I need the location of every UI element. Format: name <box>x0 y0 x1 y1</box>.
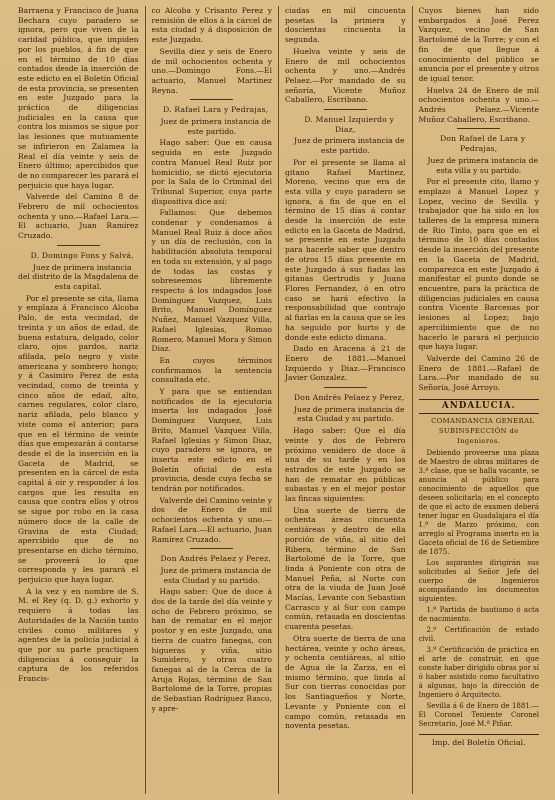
edict-signature: Huelva veinte y seis de Enero de mil ochocientos ochenta y uno.—Andrés Pelaez.—Por mandado de su señoría, Vicente Muñoz Caballero, Escribano. <box>285 46 406 105</box>
edict-heading: D. Rafael Lara y Pedrajas, <box>163 105 269 115</box>
edict-heading: D. Domingo Fons y Salvá, <box>30 250 134 260</box>
edict-text: Otra suerte de tierra de una hectárea, veinte y ocho áreas, y ochenta centiáreas, al sitio de Agua de la Zarza, en el mismo término, que linda al Sur con tierras conocidas por los Santiagueños y Norte, Levante y Poniente con el campo común, retasada en noventa pesetas. <box>285 633 406 731</box>
edict-text: Cuyos bienes han sido embargados á José Perez Vazquez, vecino de San Bartolomé de la Torre; y con el fin de que llegue á conocimiento del público se anuncia por el presente y otros de igual tenor. <box>418 6 539 83</box>
imprint-line: Imp. del Boletín Oficial. <box>419 734 540 748</box>
divider <box>57 245 100 246</box>
edict-signature: Sevilla diez y seis de Enero de mil ochocientos ochenta y uno.—Domingo Fons.—El actuario, Manuel Martinez Reyna. <box>151 46 272 95</box>
edict-heading: D. Manuel Izquierdo y Diaz, <box>304 115 395 134</box>
edict-text: Barraena y Francisco de Juana Bechara cuyo paradero se ignora, pero que viven de la caridad pública, que impiden por los pueblos, á fin de que en el término de 10 días contados desde la inserción de este edicto en el Boletín Oficial de esta provincia, se presenten en este Juzgado para la práctica de diligencias judiciales en la causa que contra los mismos se sigue por las lesiones que mutuamente se infirieron en Zalamea la Real el día veinte y seis de Enero último; apercibidos que de no comparecer les parará el perjuicio que haya lugar. <box>18 6 139 190</box>
edict-text: ciadas en mil cincuenta pesetas la primera y doscientas cincuenta la segunda. <box>285 6 406 45</box>
edict-text: co Alcoba y Crisanto Perez y remisión de ellos á la cárcel de esta ciudad y á disposición de este Juzgado. <box>151 6 272 45</box>
column-1 <box>12 6 145 794</box>
edict-text: Hago saber: Que el día veinte y dos de Febrero próximo venidero de doce á una de su tarde y en los estrados de este Juzgado se han de rematar en públicas subastas y en el mejor postor las fincas siguientes: <box>285 426 406 504</box>
edict-signature: Valverde del Camino veinte y dos de Enero de mil ochocientos ochenta y uno.—Rafael Lara.—El actuario, Juan Ramírez Cruzado. <box>151 495 272 544</box>
edict-subheading: Juez de primera instancia de esta villa y su partido. <box>427 155 538 175</box>
edict-signature: Valverde del Camino 8 de Febrero de mil ochocientos ochenta y uno.—Rafael Lara.—El actuario, Juan Ramírez Cruzado. <box>18 192 139 241</box>
edict-text: Hago saber: Que en causa seguida en este Juzgado contra Manuel Real Ruiz por homicidio, se dictó ejecutoria por la Sala de lo Criminal del Tribunal Superior, cuya parte dispositiva dice así: <box>151 138 272 206</box>
divider <box>190 99 233 100</box>
edict-text: Por el presente cito, llamo y emplazo á Manuel Lopez y Lopez, vecino de Sevilla y trabajador que ha sido en los talleres de la empresa minera de Rio Tinto, para que en el término de 10 días contados desde la inserción del presente en la Gaceta de Madrid, comparezca en este Juzgado á manifestar el punto donde se encuentre, para la práctica de diligencias judiciales en causa contra Vicente Barcenas por lesiones al Lopez; bajo apercibimiento que de no hacerlo le parará el perjuicio que haya lugar. <box>418 177 539 352</box>
edict-text: Y para que se entiendan notificados de la ejecutoria inserta los indagados José Domínguez Vazquez, Luis Brito, Manuel Vazquez Villa, Rafael Iglesias y Simon Diaz, cuyo paradero se ignora, se inserta este edicto en el Boletín oficial de esta provincia, desde cuya fecha se tendrán por notificados. <box>151 387 272 494</box>
divider <box>324 109 367 110</box>
column-4 <box>412 6 546 794</box>
notice-signature: Sevilla á 6 de Enero de 1881.—El Coronel Teniente Coronel Secretario, José M.ª Piñar. <box>418 701 539 728</box>
columns <box>12 6 545 794</box>
notice-item: 3.º Certificación de práctica en el arte de construir, en que conste haber dirigido obras por sí ó haber asistido como facultativo á algunas, bajo la dirección de Ingeniero ó Arquitecto. <box>418 645 539 699</box>
divider <box>190 548 233 549</box>
edict-subheading: Juez de primera instancia de esta Ciudad y su partido. <box>160 565 271 585</box>
edict-text: Fallamos: Que debemos condenar y condenamos á Manuel Real Ruiz á doce años y un día de reclusión, con la habilitación absoluta temporal en toda su extensión, y al pago de todas las costas y sobreseemos libremente respecto á los indagados José Domínguez Vazquez, Luis Brito, Manuel Domínguez Nuñez, Manuel Vazquez Villa, Rafael Iglesias, Romao Romero, Manuel Mora y Simon Diaz. <box>151 208 272 354</box>
notice-item: 2.º Certificación de estado civil. <box>418 625 539 643</box>
section-subtitle: COMANDANCIA GENERAL SUBINSPECCIÓN de Ingenieros. <box>431 417 535 445</box>
notice-item: 1.º Partida de bautismo ó acta de nacimiento. <box>418 605 539 623</box>
edict-heading: Don Rafael de Lara y Pedrajas, <box>440 134 526 154</box>
edict-signature: Huelva 24 de Enero de mil ochocientos ochenta y uno.—Andrés Pelaez.—Vicente Muñoz Caballero, Escribano. <box>418 85 539 124</box>
edict-text: Una suerte de tierra de ochenta áreas cincuenta centiáreas y dentro de ella porción de viña, al sitio del Ribera, término de San Bartolomé de la Torre, que linda á Poniente con otra de Manuel Peña, al Norte con otra de la viuda de Juan José Macías, Levante con Sebastian Carrasco y al Sur con campo común, retasada en doscientas cuarenta pesetas. <box>285 505 406 632</box>
divider <box>324 387 367 388</box>
edict-signature: Dado en Aracena á 21 de Enero de 1881.—Manuel Izquierdo y Diaz.—Francisco Javier Gonzalez. <box>285 344 406 383</box>
section-title: ANDALUCIA. <box>419 399 540 415</box>
edict-subheading: Juez de primera instancia de este partido. <box>160 117 271 136</box>
notice-text: Debiendo proveerse una plaza de Maestro de obras militares de 3.ª clase, que se halla vacante, se anuncia al público para conocimiento de aquellos que deseen solicitarla; en el concepto de que el acto de examen deberá tener lugar en Guadalajara el día 1.º de Marzo próximo, con arreglo al Programa inserto en la Gaceta oficial de 16 de Setiembre de 1875. <box>418 448 539 556</box>
edict-subheading: Juez de primera instancia del distrito de la Magdalena de esta capital. <box>18 262 139 291</box>
edict-text: En cuyos términos confirmamos la sentencia consultada etc. <box>151 355 272 385</box>
divider <box>457 128 500 129</box>
edict-subheading: Juez de primera instancia de este partido. <box>294 136 405 156</box>
edict-text: Hago saber: Que de doce á dos de la tarde del día veinte y ocho de Febrero próximo, se han de rematar en el mejor postor y en este Juzgado, una tierra de cuatro fanegas, con higueras y viña, sitio Sumidero, y otras cuatro fanegas al de la Cerca de la Aruja Rojas, término de San Bartolomé de la Torre, propias de Sebastian Rodríguez Rasco, y apre- <box>151 587 272 713</box>
notice-text: Los aspirantes dirigirán sus solicitudes al Señor Jefe del cuerpo de Ingenieros acompañando los documentos siguientes: <box>418 558 539 603</box>
column-3 <box>278 6 412 794</box>
edict-signature: Valverde del Camino 26 de Enero de 1881.—Rafael de Lara.—Por mandado de su Señoría, José Arroyo. <box>418 353 539 393</box>
edict-text: Por el presente se cita, llama y emplaza á Francisco Alcoba Palo, de esta vecindad, de treinta y un años de edad, de buena estatura, delgado, color claro, ojos pardos, nariz afilada, pelo negro y viste americana y sombrero hongo; y á Casimiro Perez de esta vecindad, como de treinta y cinco años de edad, alto, carnes regulares, color claro, nariz afilada, pelo blanco y viste como el anterior; para que en el término de veinte días que empezarán á contarse desde el de la inserción en la Gaceta de Madrid, se presenten en la cárcel de esta capital á oir y responder á los cargos que les resulta en causa que contra ellos y otros se sigue por robo en la casa número doce de la calle de Gravina de esta Ciudad; apercibido que de no presentarse en dicho término, se proveerá lo que corresponda y les parará el perjuicio que haya lugar. <box>18 293 139 585</box>
edict-text: Por el presente se llama al gitano Rafael Martinez, Moreno, vecino que era de esta villa y cuyo paradero se ignora, á fin de que en el término de 15 días á contar desde la inserción de este edicto en la Gaceta de Madrid, se presente en este Juzgado para hacerle saber que dentro de otros 15 días presente en este Juzgado á sus fiadas las gitanas Gertrudis y Juana Flores Fernandez, ó en otro caso se hará efectivo la responsabilidad que contrajo al fiarlas en la causa que se les ha seguido por hurto y de donde este edicto dimana. <box>285 157 406 342</box>
edict-subheading: Juez de primera instancia de esta Ciudad y su partido. <box>294 404 405 424</box>
column-2 <box>145 6 279 794</box>
edict-text: A la vez y en nombre de S. M. el Rey (q. D. g.) exhorto y requiero á todas las Autoridades de la Nación tanto civiles como militares y agentes de la policía judicial á que por su parte practiquen diligencias á conseguir la captura de los referidos Francis- <box>18 586 139 684</box>
edict-heading: Don Andrés Pelaez y Perez, <box>294 393 405 403</box>
edict-heading: Don Andrés Pelaez y Perez, <box>160 554 271 564</box>
